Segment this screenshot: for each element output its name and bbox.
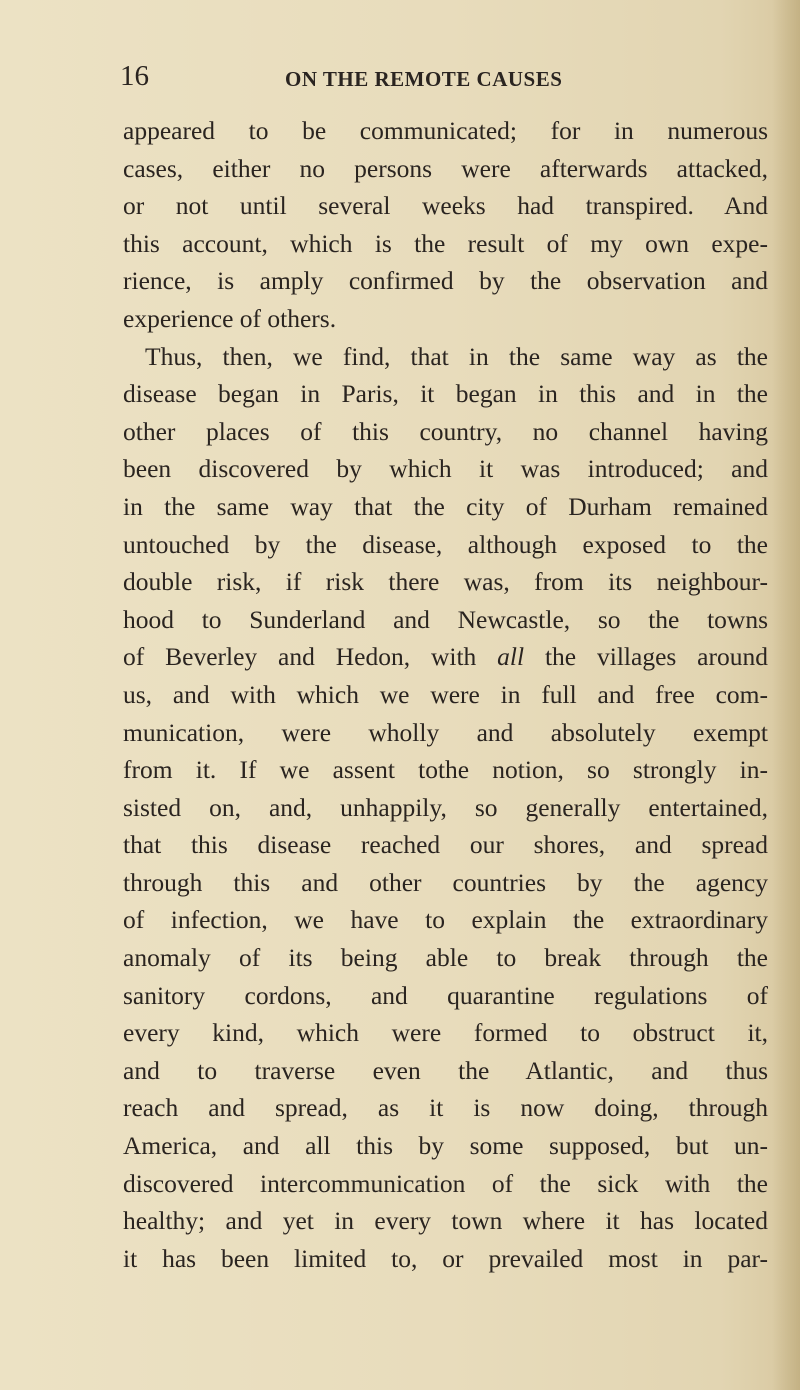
- text-line: through this and other countries by the agency: [123, 867, 768, 897]
- text-line: double risk, if risk there was, from its neighbour-: [123, 567, 768, 597]
- text-line: healthy; and yet in every town where it has located: [123, 1206, 768, 1236]
- text-line: hood to Sunderland and Newcastle, so the towns: [123, 604, 768, 634]
- text-line: every kind, which were formed to obstruct it,: [123, 1018, 768, 1048]
- text-line: anomaly of its being able to break through the: [123, 943, 768, 973]
- text-segment: the villages around: [544, 642, 768, 672]
- text-line: been discovered by which it was introduced; and: [123, 454, 768, 484]
- text-line: munication, were wholly and absolutely exempt: [123, 717, 768, 747]
- page-number: 16: [120, 60, 149, 92]
- running-header: [120, 58, 780, 98]
- text-line: us, and with which we were in full and free com-: [123, 679, 768, 709]
- text-line: it has been limited to, or prevailed most in par-: [123, 1243, 768, 1273]
- text-segment: of Beverley and Hedon, with: [123, 642, 477, 672]
- text-line: reach and spread, as it is now doing, through: [123, 1093, 768, 1123]
- text-line: and to traverse even the Atlantic, and thus: [123, 1055, 768, 1085]
- text-line: America, and all this by some supposed, but un-: [123, 1131, 768, 1161]
- text-line: appeared to be communicated; for in numerous: [123, 116, 768, 145]
- text-line: sanitory cordons, and quarantine regulations of: [123, 980, 768, 1010]
- text-line-with-italic: [123, 638, 768, 676]
- text-line: of infection, we have to explain the extraordinary: [123, 905, 768, 935]
- text-line: rience, is amply confirmed by the observation and: [123, 266, 768, 296]
- text-line: that this disease reached our shores, and spread: [123, 830, 768, 860]
- page-edge-shadow: [772, 0, 800, 1390]
- body-text: [123, 112, 768, 1277]
- text-line: disease began in Paris, it began in this and in the: [123, 379, 768, 409]
- text-line: this account, which is the result of my own expe-: [123, 228, 768, 258]
- text-line: or not until several weeks had transpired. And: [123, 191, 768, 221]
- text-line: discovered intercommunication of the sick with the: [123, 1168, 768, 1198]
- italic-word: all: [497, 642, 525, 672]
- text-line: untouched by the disease, although exposed to the: [123, 529, 768, 559]
- text-line: sisted on, and, unhappily, so generally entertained,: [123, 792, 768, 822]
- text-line: Thus, then, we find, that in the same way as the: [145, 341, 768, 371]
- text-line: other places of this country, no channel having: [123, 416, 768, 446]
- text-line: from it. If we assent tothe notion, so strongly in-: [123, 755, 768, 785]
- running-title: ON THE REMOTE CAUSES: [285, 67, 563, 91]
- text-line: experience of others.: [123, 303, 337, 333]
- text-line: in the same way that the city of Durham remained: [123, 491, 768, 521]
- text-line: cases, either no persons were afterwards attacked,: [123, 153, 768, 183]
